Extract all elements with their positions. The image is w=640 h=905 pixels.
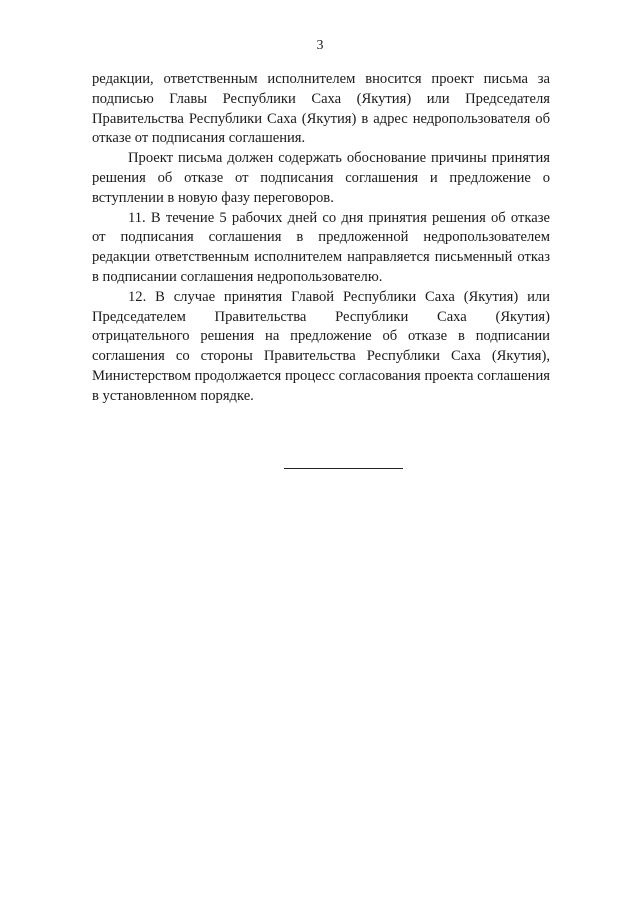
end-of-document-line	[284, 468, 403, 469]
document-body	[92, 70, 550, 407]
paragraph-item-11: 11. В течение 5 рабочих дней со дня принятия решения об отказе от подписания соглашения в предложенной недропользователем редакции ответственным исполнителем направляется письменный отказ в подписании соглашения недропользователю.	[92, 209, 550, 285]
paragraph-item-12: 12. В случае принятия Главой Республики Саха (Якутия) или Председателем Правительства Республики Саха (Якутия) отрицательного решения на предложение об отказе в подписании соглашения со стороны Правительства Республики Саха (Якутия), Министерством продолжается процесс согласования проекта соглашения в установленном порядке.	[92, 288, 550, 404]
page-number: 3	[316, 38, 324, 53]
paragraph-letter-content: Проект письма должен содержать обоснование причины принятия решения об отказе от подписания соглашения и предложение о вступлении в новую фазу переговоров.	[92, 150, 550, 206]
paragraph-continuation: редакции, ответственным исполнителем вносится проект письма за подписью Главы Республики Саха (Якутия) или Председателя Правительства Республики Саха (Якутия) в адрес недропользователя об отказе от подписания соглашения.	[92, 71, 550, 147]
